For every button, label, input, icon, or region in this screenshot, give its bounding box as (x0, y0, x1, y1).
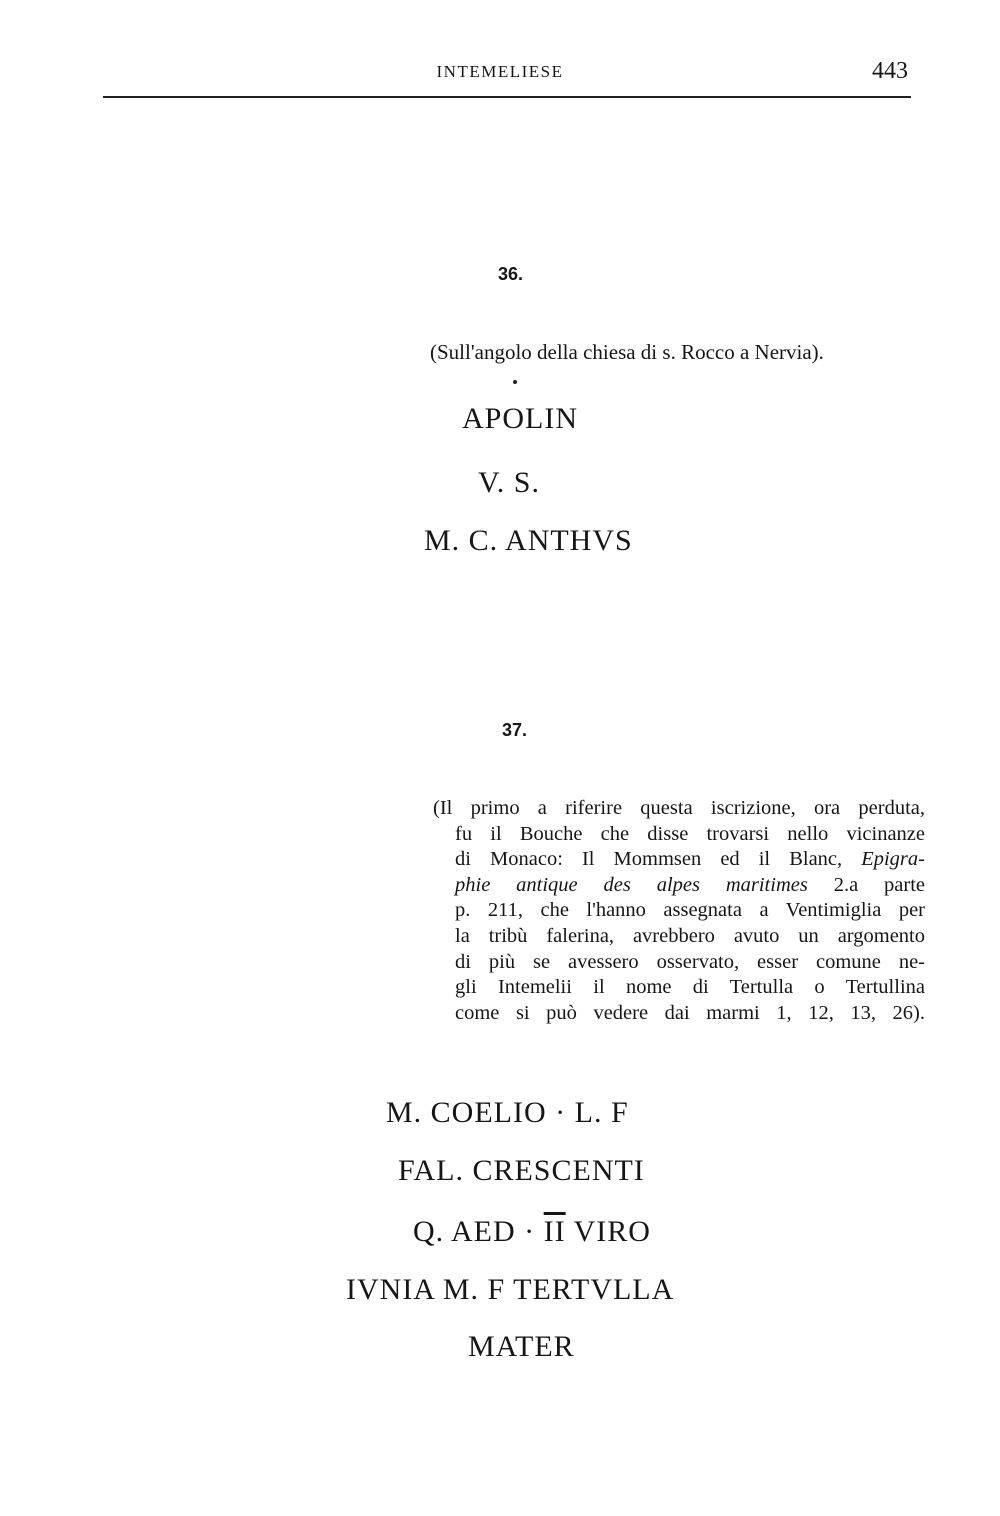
entry-number-37: 37. (502, 720, 528, 740)
page-number: 443 (872, 58, 908, 84)
entry-37-inscription-line-2: FAL. CRESCENTI (398, 1154, 645, 1187)
note-line-8: gli Intemelii il nome di Tertulla o Tertullina (455, 976, 925, 999)
entry-37-inscription-line-3 (413, 1215, 651, 1249)
line-3-part-c: VIRO (565, 1215, 651, 1248)
note-line-6: la tribù falerina, avrebbero avuto un argomento (455, 924, 925, 947)
note-line-1: (Il primo a riferire questa iscrizione, ora perduta, (433, 797, 925, 819)
entry-37-inscription-line-4: IVNIA M. F TERTVLLA (346, 1273, 675, 1306)
entry-37-inscription-line-1: M. COELIO · L. F (386, 1096, 629, 1129)
note-line-4-tail: 2.a parte (807, 873, 925, 896)
note-line-3-italic: Epigra- (861, 848, 925, 871)
entry-36-location-note: (Sull'angolo della chiesa di s. Rocco a Nervia). (430, 340, 824, 364)
entry-36-inscription-line-2: V. S. (478, 466, 540, 499)
note-line-7: di più se avessero osservato, esser comune ne- (455, 950, 925, 973)
running-head-title: INTEMELIESE (436, 62, 564, 81)
note-line-4 (433, 873, 925, 899)
note-line-3-text: di Monaco: Il Mommsen ed il Blanc, (455, 848, 862, 871)
entry-37-inscription-line-5: MATER (468, 1330, 575, 1363)
note-line-9: come si può vedere dai marmi 1, 12, 13, 26). (455, 1001, 925, 1024)
ink-dot (513, 380, 517, 384)
entry-37-note (433, 796, 925, 1026)
entry-36-inscription-line-3: M. C. ANTHVS (424, 524, 633, 557)
note-line-2: fu il Bouche che disse trovarsi nello vicinanze (455, 822, 925, 845)
note-line-3 (433, 847, 925, 873)
entry-36-inscription-line-1: APOLIN (462, 402, 578, 435)
line-3-overlined-numeral: $\overline{II}$ (543, 1215, 566, 1248)
header-rule (103, 96, 911, 98)
note-line-4-italic: phie antique des alpes maritimes (455, 873, 808, 896)
entry-number-36: 36. (498, 264, 524, 284)
line-3-part-a: Q. AED · (413, 1215, 544, 1248)
note-line-5: p. 211, che l'hanno assegnata a Ventimiglia per (455, 899, 925, 922)
